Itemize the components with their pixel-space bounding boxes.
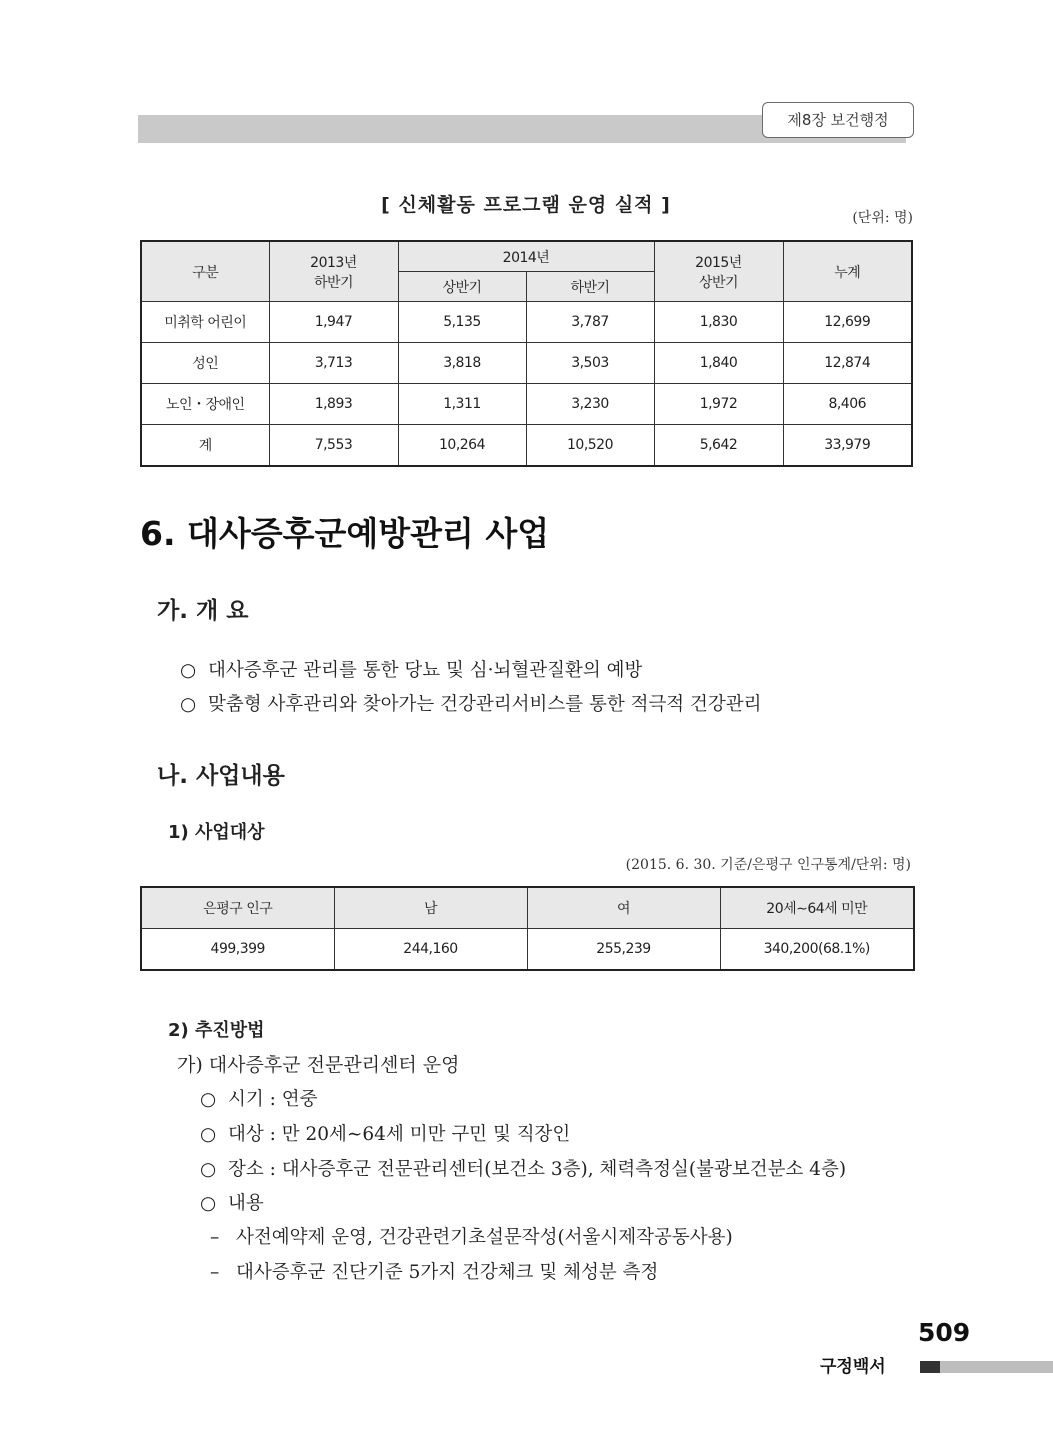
bullet-mark: ○ [200,1124,217,1145]
cell-value: 5,135 [398,302,526,343]
cell-value: 1,840 [654,343,783,384]
bullet-text: 내용 [228,1193,264,1214]
cell-value: 3,713 [269,343,398,384]
table1-title: [ 신체활동 프로그램 운영 실적 ] [381,194,671,216]
method-bullet [200,1189,264,1215]
table-row [141,929,914,971]
header-2013-half: 하반기 [313,274,354,291]
header-2013 [269,241,398,302]
table1-unit: (단위: 명) [852,210,913,226]
dash-mark: – [210,1227,220,1248]
bullet-text: 대상 : 만 20세∼64세 미만 구민 및 직장인 [228,1124,571,1145]
table-row [141,384,912,425]
bullet-text: 시기 : 연중 [228,1089,318,1110]
page-number: 509 [918,1318,971,1347]
dash-text: 사전예약제 운영, 건강관련기초설문작성(서울시제작공동사용) [236,1227,733,1248]
dash-mark: – [210,1262,220,1283]
cell-value: 12,874 [783,343,912,384]
cell-value: 8,406 [783,384,912,425]
header-female: 여 [527,887,720,929]
bullet-text: 맞춤형 사후관리와 찾아가는 건강관리서비스를 통한 적극적 건강관리 [208,694,762,715]
cell-value: 12,699 [783,302,912,343]
program-results-table [140,240,913,467]
overview-title: 가. 개 요 [157,598,249,624]
cell-value: 244,160 [334,929,527,971]
header-2013-year: 2013년 [310,254,357,271]
header-category: 구분 [141,241,269,302]
table-row-total [141,425,912,467]
bullet-mark: ○ [200,1193,217,1214]
header-2015-half: 상반기 [698,274,739,291]
method-bullet [200,1120,570,1146]
table-row [141,302,912,343]
cell-value: 1,893 [269,384,398,425]
bullet-mark: ○ [180,694,197,715]
bullet-mark: ○ [200,1089,217,1110]
cell-value: 3,230 [526,384,654,425]
book-title: 구정백서 [820,1357,886,1377]
overview-bullet [180,656,642,682]
header-male: 남 [334,887,527,929]
header-2014-h1: 상반기 [398,272,526,302]
cell-value: 255,239 [527,929,720,971]
row-label: 미취학 어린이 [141,302,269,343]
header-2014: 2014년 [398,241,654,272]
footer-bar-dark [920,1361,940,1373]
row-label: 노인・장애인 [141,384,269,425]
cell-value: 499,399 [141,929,334,971]
table-row [141,343,912,384]
target-title: 1) 사업대상 [168,822,265,843]
method-title: 2) 추진방법 [168,1020,265,1041]
method-dash-item [210,1223,733,1249]
content-title: 나. 사업내용 [157,763,285,789]
bullet-mark: ○ [200,1159,217,1180]
section-title: 6. 대사증후군예방관리 사업 [140,514,550,553]
cell-value: 3,818 [398,343,526,384]
method-bullet [200,1085,317,1111]
population-table [140,886,915,971]
method-sub: 가) 대사증후군 전문관리센터 운영 [177,1054,460,1076]
cell-value: 1,947 [269,302,398,343]
cell-value: 1,972 [654,384,783,425]
cell-value: 33,979 [783,425,912,467]
header-age-range: 20세∼64세 미만 [720,887,914,929]
cell-value: 3,787 [526,302,654,343]
row-label: 성인 [141,343,269,384]
header-2014-h2: 하반기 [526,272,654,302]
row-label: 계 [141,425,269,467]
table2-note: (2015. 6. 30. 기준/은평구 인구통계/단위: 명) [625,857,911,873]
cell-value: 1,311 [398,384,526,425]
cell-value: 5,642 [654,425,783,467]
cell-value: 340,200(68.1%) [720,929,914,971]
footer-bar-light [940,1361,1053,1373]
cell-value: 10,520 [526,425,654,467]
overview-bullet [180,690,762,716]
method-dash-item [210,1258,658,1284]
header-total: 누계 [783,241,912,302]
dash-text: 대사증후군 진단기준 5가지 건강체크 및 체성분 측정 [236,1262,659,1283]
header-2015 [654,241,783,302]
cell-value: 1,830 [654,302,783,343]
bullet-text: 대사증후군 관리를 통한 당뇨 및 심·뇌혈관질환의 예방 [208,660,643,681]
table-header-row [141,887,914,929]
bullet-mark: ○ [180,660,197,681]
bullet-text: 장소 : 대사증후군 전문관리센터(보건소 3층), 체력측정실(불광보건분소 4층) [228,1159,847,1180]
cell-value: 10,264 [398,425,526,467]
chapter-tab: 제8장 보건행정 [762,102,914,138]
header-2015-year: 2015년 [695,254,742,271]
cell-value: 7,553 [269,425,398,467]
header-population: 은평구 인구 [141,887,334,929]
cell-value: 3,503 [526,343,654,384]
method-bullet [200,1155,846,1181]
